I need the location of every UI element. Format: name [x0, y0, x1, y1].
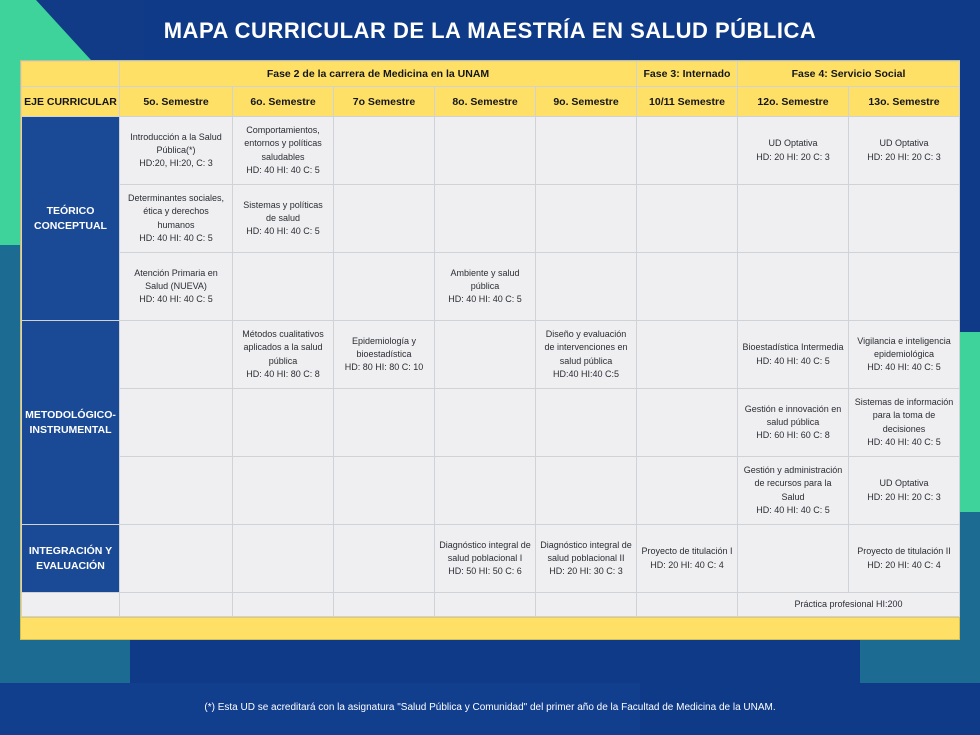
course-name: Proyecto de titulación II	[857, 546, 951, 557]
course-cell[interactable]	[233, 321, 334, 389]
course-cell[interactable]	[637, 525, 738, 593]
course-cell-empty	[435, 321, 536, 389]
course-name: Sistemas de información para la toma de decisiones	[854, 397, 954, 434]
course-cell-empty	[536, 389, 637, 457]
course-cell[interactable]	[233, 117, 334, 185]
course-hours: HD: 20 HI: 20 C: 3	[867, 491, 941, 502]
course-cell-empty	[849, 185, 960, 253]
axis-label-0: TEÓRICO CONCEPTUAL	[22, 117, 120, 321]
course-cell[interactable]	[233, 185, 334, 253]
course-cell-empty	[637, 389, 738, 457]
course-name: Diseño y evaluación de intervenciones en salud pública	[544, 329, 628, 366]
semester-header-2: 6o. Semestre	[233, 87, 334, 117]
axis-corner-label: EJE CURRICULAR	[22, 87, 120, 117]
course-name: Comportamientos, entornos y políticas saludables	[244, 125, 322, 162]
course-name: UD Optativa	[879, 138, 929, 149]
course-cell-empty	[435, 389, 536, 457]
practice-row-spacer	[120, 593, 233, 617]
course-cell-empty	[120, 457, 233, 525]
course-cell-empty	[233, 389, 334, 457]
course-hours: HD: 40 HI: 40 C: 5	[867, 362, 941, 373]
course-cell[interactable]	[435, 253, 536, 321]
course-cell[interactable]	[849, 321, 960, 389]
phase-header-1: Fase 2 de la carrera de Medicina en la UNAM	[120, 62, 637, 87]
course-hours: HD: 40 HI: 40 C: 5	[448, 294, 522, 305]
course-cell[interactable]	[536, 321, 637, 389]
course-cell-empty	[334, 389, 435, 457]
course-cell-empty	[233, 253, 334, 321]
course-cell-empty	[334, 117, 435, 185]
course-hours: HD:40 HI:40 C:5	[552, 368, 620, 379]
course-cell-empty	[334, 525, 435, 593]
course-cell[interactable]	[536, 525, 637, 593]
course-hours: HD: 40 HI: 40 C: 5	[246, 226, 320, 237]
practice-row-spacer	[334, 593, 435, 617]
phase-header-row	[22, 62, 960, 87]
semester-header-7: 12o. Semestre	[738, 87, 849, 117]
practice-row-spacer	[233, 593, 334, 617]
footnote: (*) Esta UD se acreditará con la asignatura "Salud Pública y Comunidad" del primer año de la Facultad de Medicina de la UNAM.	[204, 702, 776, 713]
course-cell[interactable]	[738, 457, 849, 525]
course-hours: HD: 40 HI: 40 C: 5	[139, 232, 213, 243]
course-cell[interactable]	[120, 117, 233, 185]
table-row	[22, 389, 960, 457]
course-cell-empty	[536, 185, 637, 253]
practice-row-spacer	[536, 593, 637, 617]
course-name: Diagnóstico integral de salud poblacional I	[439, 539, 531, 563]
page-title: MAPA CURRICULAR DE LA MAESTRÍA EN SALUD PÚBLICA	[163, 18, 817, 43]
course-cell-empty	[738, 525, 849, 593]
course-cell-empty	[637, 185, 738, 253]
course-cell-empty	[435, 457, 536, 525]
course-cell-empty	[637, 321, 738, 389]
curriculum-table-container	[20, 60, 960, 640]
course-name: Diagnóstico integral de salud poblacional II	[540, 539, 632, 563]
course-hours: HD: 50 HI: 50 C: 6	[448, 566, 522, 577]
course-name: Vigilancia e inteligencia epidemiológica	[857, 335, 951, 359]
course-cell[interactable]	[334, 321, 435, 389]
course-hours: HD: 40 HI: 40 C: 5	[246, 164, 320, 175]
axis-label-2: INTEGRACIÓN Y EVALUACIÓN	[22, 525, 120, 593]
course-hours: HD: 40 HI: 40 C: 5	[139, 294, 213, 305]
course-cell-empty	[334, 185, 435, 253]
course-cell[interactable]	[738, 389, 849, 457]
semester-header-1: 5o. Semestre	[120, 87, 233, 117]
course-hours: HD: 40 HI: 40 C: 5	[867, 436, 941, 447]
course-name: Gestión y administración de recursos para la Salud	[743, 465, 843, 502]
table-row	[22, 253, 960, 321]
semester-header-row	[22, 87, 960, 117]
course-cell-empty	[120, 525, 233, 593]
course-cell[interactable]	[849, 117, 960, 185]
course-cell-empty	[435, 185, 536, 253]
semester-header-4: 8o. Semestre	[435, 87, 536, 117]
practice-row-spacer	[637, 593, 738, 617]
practice-row	[22, 593, 960, 617]
course-cell-empty	[849, 253, 960, 321]
course-name: Gestión e innovación en salud pública	[744, 403, 842, 427]
course-cell-empty	[435, 117, 536, 185]
course-cell-empty	[637, 457, 738, 525]
course-hours: HD: 40 HI: 40 C: 5	[756, 355, 830, 366]
course-cell-empty	[233, 525, 334, 593]
course-hours: HD:20, HI:20, C: 3	[139, 158, 213, 169]
course-cell[interactable]	[120, 253, 233, 321]
table-row	[22, 185, 960, 253]
table-footer-band	[21, 617, 959, 639]
course-name: Atención Primaria en Salud (NUEVA)	[134, 267, 218, 291]
course-hours: HD: 80 HI: 80 C: 10	[344, 362, 424, 373]
course-hours: HD: 20 HI: 20 C: 3	[867, 151, 941, 162]
course-cell[interactable]	[849, 389, 960, 457]
course-cell-empty	[233, 457, 334, 525]
practice-row-spacer	[435, 593, 536, 617]
table-body	[22, 117, 960, 617]
course-hours: HD: 40 HI: 40 C: 5	[756, 504, 830, 515]
semester-header-3: 7o Semestre	[334, 87, 435, 117]
course-cell-empty	[334, 457, 435, 525]
course-hours: HD: 20 HI: 40 C: 4	[650, 559, 724, 570]
course-cell-empty	[637, 117, 738, 185]
course-name: Bioestadística Intermedia	[742, 342, 844, 353]
course-name: Determinantes sociales, ética y derechos humanos	[127, 193, 225, 230]
table-row	[22, 457, 960, 525]
course-name: Sistemas y políticas de salud	[243, 199, 323, 223]
phase-header-blank	[22, 62, 120, 87]
table-row	[22, 525, 960, 593]
practice-row-spacer	[22, 593, 120, 617]
course-name: UD Optativa	[768, 138, 818, 149]
course-cell[interactable]	[738, 321, 849, 389]
course-cell[interactable]	[435, 525, 536, 593]
practice-professional-cell[interactable]: Práctica profesional HI:200	[738, 593, 960, 617]
course-hours: HD: 60 HI: 60 C: 8	[756, 430, 830, 441]
course-cell-empty	[120, 389, 233, 457]
course-cell-empty	[536, 117, 637, 185]
course-cell-empty	[120, 321, 233, 389]
course-cell-empty	[738, 253, 849, 321]
course-name: Métodos cualitativos aplicados a la salud pública	[242, 329, 324, 366]
course-cell[interactable]	[849, 457, 960, 525]
course-name: Epidemiología y bioestadística	[351, 335, 417, 359]
course-hours: HD: 20 HI: 30 C: 3	[549, 566, 623, 577]
table-row	[22, 117, 960, 185]
course-name: Introducción a la Salud Pública(*)	[130, 131, 222, 155]
table-row	[22, 321, 960, 389]
course-cell[interactable]	[849, 525, 960, 593]
course-name: Ambiente y salud pública	[450, 267, 520, 291]
course-cell-empty	[536, 457, 637, 525]
phase-header-3: Fase 4: Servicio Social	[738, 62, 960, 87]
axis-label-1: METODOLÓGICO-INSTRUMENTAL	[22, 321, 120, 525]
curriculum-table	[21, 61, 960, 617]
course-cell[interactable]	[120, 185, 233, 253]
course-cell-empty	[334, 253, 435, 321]
semester-header-5: 9o. Semestre	[536, 87, 637, 117]
course-hours: HD: 20 HI: 40 C: 4	[867, 559, 941, 570]
course-name: UD Optativa	[879, 478, 929, 489]
course-hours: HD: 40 HI: 80 C: 8	[246, 368, 320, 379]
course-cell[interactable]	[738, 117, 849, 185]
course-cell-empty	[637, 253, 738, 321]
course-name: Proyecto de titulación I	[641, 546, 733, 557]
semester-header-6: 10/11 Semestre	[637, 87, 738, 117]
course-cell-empty	[738, 185, 849, 253]
course-hours: HD: 20 HI: 20 C: 3	[756, 151, 830, 162]
table-header	[22, 62, 960, 117]
course-cell-empty	[536, 253, 637, 321]
phase-header-2: Fase 3: Internado	[637, 62, 738, 87]
semester-header-8: 13o. Semestre	[849, 87, 960, 117]
